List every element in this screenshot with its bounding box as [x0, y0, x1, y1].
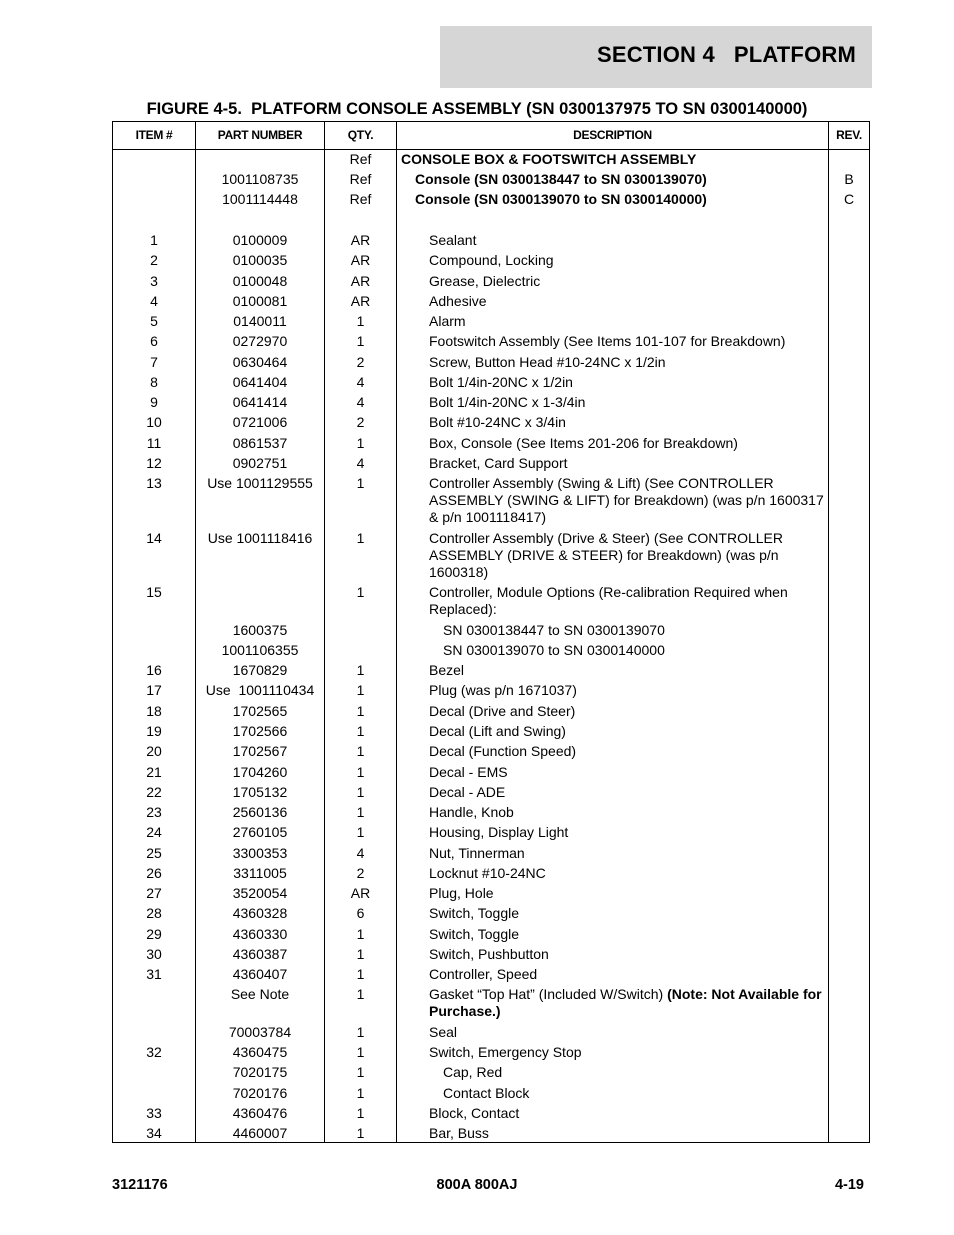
figure-title: FIGURE 4-5. PLATFORM CONSOLE ASSEMBLY (SN 0300137975 TO SN 0300140000): [146, 100, 808, 118]
table-row: [113, 865, 869, 885]
part-number: 0140011: [233, 313, 287, 329]
part-number: 0100081: [232, 293, 288, 309]
header-qty: QTY.: [347, 128, 374, 142]
description: [397, 926, 827, 943]
part-number: 3520054: [232, 885, 288, 901]
part-number: 1670829: [232, 662, 288, 678]
description-text: Controller, Module Options (Re-calibration Required when Replaced):: [429, 584, 788, 617]
description-text: Plug, Hole: [429, 885, 494, 901]
table-row: [113, 764, 869, 784]
item-number: 24: [146, 824, 162, 840]
table-row: [113, 435, 869, 455]
table-row: [113, 804, 869, 824]
description: [397, 986, 827, 1020]
item-number: 11: [146, 435, 162, 451]
table-row: [113, 662, 869, 682]
part-number: 0272970: [232, 333, 288, 349]
header-description: DESCRIPTION: [573, 128, 652, 142]
part-number: 0100048: [232, 273, 288, 289]
table-row: [113, 845, 869, 865]
description-text: Console (SN 0300139070 to SN 0300140000): [415, 191, 707, 207]
part-number: 2560136: [232, 804, 288, 820]
part-number: 4360387: [232, 946, 288, 962]
description: [397, 232, 827, 249]
description-text: Handle, Knob: [429, 804, 514, 820]
item-number: 16: [146, 662, 162, 678]
description-text: CONSOLE BOX & FOOTSWITCH ASSEMBLY: [401, 151, 697, 167]
description: [397, 171, 827, 188]
description-text: Box, Console (See Items 201-206 for Breakdown): [429, 435, 738, 451]
table-row: [113, 584, 869, 622]
description: [397, 723, 827, 740]
description-text: Block, Contact: [429, 1105, 520, 1121]
quantity: 2: [356, 414, 365, 430]
description-text: Bracket, Card Support: [429, 455, 568, 471]
table-row: [113, 824, 869, 844]
part-number: 0861537: [232, 435, 288, 451]
quantity: 1: [356, 824, 365, 840]
item-number: 10: [146, 414, 162, 430]
quantity: 1: [356, 530, 365, 546]
part-number: 1704260: [232, 764, 288, 780]
quantity: Ref: [349, 151, 372, 167]
description: [397, 1105, 827, 1122]
description-text: Adhesive: [429, 293, 487, 309]
section-title: SECTION 4 PLATFORM: [596, 42, 856, 67]
description: [397, 845, 827, 862]
part-number: 4360330: [232, 926, 288, 942]
item-number: 3: [150, 273, 158, 289]
table-row: [113, 252, 869, 272]
part-number: 1600375: [232, 622, 288, 638]
item-number: 29: [146, 926, 162, 942]
parts-table: [112, 121, 870, 1143]
description: [397, 530, 827, 581]
part-number: 3311005: [233, 865, 287, 881]
description: [397, 1024, 827, 1041]
footer-model: 800A 800AJ: [436, 1177, 518, 1193]
description-text: Compound, Locking: [429, 252, 554, 268]
description-note: (Note: Not Available for Purchase.): [429, 986, 822, 1019]
part-number: 70003784: [228, 1024, 292, 1040]
description: [397, 151, 827, 168]
description-text: Decal - EMS: [429, 764, 508, 780]
quantity: 1: [356, 703, 365, 719]
quantity: 4: [356, 394, 365, 410]
description-text: Nut, Tinnerman: [429, 845, 525, 861]
item-number: 6: [150, 333, 158, 349]
description-text: Decal (Function Speed): [429, 743, 577, 759]
item-number: 28: [146, 905, 162, 921]
quantity: 1: [356, 313, 365, 329]
section-header: [440, 26, 872, 88]
table-row: [113, 455, 869, 475]
table-row: [113, 475, 869, 530]
quantity: AR: [350, 293, 371, 309]
part-number: 0721006: [232, 414, 288, 430]
table-row: [113, 333, 869, 353]
quantity: 1: [356, 1064, 365, 1080]
table-row: [113, 232, 869, 252]
description-text: Bolt #10-24NC x 3/4in: [429, 414, 566, 430]
table-row: [113, 926, 869, 946]
quantity: 4: [356, 374, 365, 390]
description: [397, 374, 827, 391]
part-number: 4360328: [232, 905, 288, 921]
description: [397, 885, 827, 902]
description: [397, 784, 827, 801]
description-text: Contact Block: [443, 1085, 530, 1101]
item-number: 33: [146, 1105, 162, 1121]
description: [397, 191, 827, 208]
part-number: 2760105: [232, 824, 288, 840]
description: [397, 455, 827, 472]
part-number: 4360407: [232, 966, 288, 982]
item-number: 13: [146, 475, 162, 491]
part-number: 1702567: [232, 743, 288, 759]
quantity: AR: [350, 232, 371, 248]
description: [397, 333, 827, 350]
table-row: [113, 1064, 869, 1084]
table-row: [113, 1105, 869, 1125]
quantity: 1: [356, 966, 365, 982]
description: [397, 394, 827, 411]
description-text: Locknut #10-24NC: [429, 865, 546, 881]
quantity: 1: [356, 764, 365, 780]
item-number: 9: [150, 394, 158, 410]
footer-page-number: 4-19: [834, 1177, 864, 1193]
table-row: [113, 986, 869, 1024]
part-number: 0641414: [232, 394, 288, 410]
quantity: 1: [356, 946, 365, 962]
description-text: SN 0300139070 to SN 0300140000: [443, 642, 665, 658]
description: [397, 293, 827, 310]
part-number: 1702565: [232, 703, 288, 719]
part-number: 0641404: [232, 374, 288, 390]
description: [397, 313, 827, 330]
description: [397, 682, 827, 699]
description-text: Controller Assembly (Drive & Steer) (See CONTROLLER ASSEMBLY (DRIVE & STEER) for Breakdown) (was p/n 1600318): [429, 530, 783, 580]
table-row: [113, 374, 869, 394]
description: [397, 1044, 827, 1061]
table-row: [113, 642, 869, 662]
description: [397, 1125, 827, 1142]
revision: B: [844, 171, 854, 187]
item-number: 4: [150, 293, 158, 309]
description: [397, 1064, 827, 1081]
quantity: 1: [356, 784, 365, 800]
part-number: 4460007: [232, 1125, 288, 1141]
description: [397, 1085, 827, 1102]
item-number: 12: [146, 455, 162, 471]
table-row: [113, 394, 869, 414]
item-number: 19: [146, 723, 162, 739]
revision: C: [843, 191, 855, 207]
description-text: Console (SN 0300138447 to SN 0300139070): [415, 171, 707, 187]
table-row: [113, 703, 869, 723]
description-text: Decal (Lift and Swing): [429, 723, 566, 739]
table-row: [113, 743, 869, 763]
header-divider: [113, 149, 869, 150]
quantity: 1: [356, 682, 365, 698]
item-number: 30: [146, 946, 162, 962]
header-part-number: PART NUMBER: [217, 128, 303, 142]
description-text: Footswitch Assembly (See Items 101-107 for Breakdown): [429, 333, 786, 349]
description: [397, 966, 827, 983]
description-text: Decal (Drive and Steer): [429, 703, 576, 719]
description: [397, 435, 827, 452]
description-text: Bezel: [429, 662, 465, 678]
quantity: 1: [356, 1044, 365, 1060]
item-number: 21: [146, 764, 162, 780]
description: [397, 273, 827, 290]
description-text: Cap, Red: [443, 1064, 503, 1080]
quantity: Ref: [349, 171, 372, 187]
description-text: Controller, Speed: [429, 966, 538, 982]
quantity: AR: [350, 885, 371, 901]
part-number: 0100009: [232, 232, 288, 248]
part-number: Use 1001129555: [207, 475, 313, 491]
description: [397, 804, 827, 821]
table-row: [113, 905, 869, 925]
quantity: 1: [356, 986, 365, 1002]
item-number: 25: [146, 845, 162, 861]
quantity: 1: [356, 662, 365, 678]
part-number: See Note: [230, 986, 290, 1002]
quantity: 1: [356, 475, 365, 491]
item-number: 17: [146, 682, 162, 698]
part-number: Use 1001118416: [207, 530, 313, 546]
description-text: Seal: [429, 1024, 458, 1040]
table-row: [113, 273, 869, 293]
part-number: 7020175: [232, 1064, 288, 1080]
description-text: Switch, Toggle: [429, 926, 520, 942]
quantity: AR: [350, 273, 371, 289]
description-text: Switch, Toggle: [429, 905, 520, 921]
table-row: [113, 682, 869, 702]
table-row: [113, 1044, 869, 1064]
quantity: 1: [356, 584, 365, 600]
part-number: 1001108735: [221, 171, 299, 187]
part-number: 0100035: [232, 252, 288, 268]
part-number: 3300353: [232, 845, 288, 861]
item-number: 31: [146, 966, 162, 982]
quantity: 2: [356, 354, 365, 370]
table-row: [113, 313, 869, 333]
description: [397, 642, 827, 659]
table-row: [113, 191, 869, 211]
description: [397, 475, 827, 526]
table-row: [113, 1125, 869, 1145]
quantity: 1: [356, 333, 365, 349]
item-number: 23: [146, 804, 162, 820]
description-text: Bar, Buss: [429, 1125, 489, 1141]
quantity: 4: [356, 455, 365, 471]
table-row: [113, 354, 869, 374]
quantity: 1: [356, 1105, 365, 1121]
description: [397, 252, 827, 269]
quantity: 1: [356, 723, 365, 739]
description-text: Bolt 1/4in-20NC x 1-3/4in: [429, 394, 586, 410]
quantity: 4: [356, 845, 365, 861]
item-number: 22: [146, 784, 162, 800]
table-row: [113, 946, 869, 966]
quantity: 2: [356, 865, 365, 881]
description-text: SN 0300138447 to SN 0300139070: [443, 622, 665, 638]
item-number: 8: [150, 374, 158, 390]
table-row: [113, 530, 869, 584]
part-number: 4360475: [232, 1044, 288, 1060]
quantity: 1: [356, 1085, 365, 1101]
quantity: 1: [356, 1125, 365, 1141]
table-row: [113, 966, 869, 986]
item-number: 15: [146, 584, 162, 600]
quantity: 1: [356, 1024, 365, 1040]
quantity: AR: [350, 252, 371, 268]
quantity: 6: [356, 905, 365, 921]
table-row: [113, 622, 869, 642]
description: [397, 354, 827, 371]
item-number: 18: [146, 703, 162, 719]
item-number: 1: [150, 232, 158, 248]
description: [397, 622, 827, 639]
item-number: 32: [146, 1044, 162, 1060]
description: [397, 865, 827, 882]
description-text: Grease, Dielectric: [429, 273, 541, 289]
table-row: [113, 1085, 869, 1105]
item-number: 2: [150, 252, 158, 268]
description-text: Bolt 1/4in-20NC x 1/2in: [429, 374, 573, 390]
part-number: 1001106355: [221, 642, 299, 658]
table-row: [113, 885, 869, 905]
part-number: 1001114448: [222, 191, 298, 207]
quantity: 1: [356, 926, 365, 942]
table-row: [113, 151, 869, 171]
description: [397, 764, 827, 781]
table-row: [113, 784, 869, 804]
quantity: 1: [356, 804, 365, 820]
description-text: Alarm: [429, 313, 466, 329]
description: [397, 905, 827, 922]
description: [397, 414, 827, 431]
item-number: 5: [150, 313, 158, 329]
header-rev: REV.: [836, 128, 862, 142]
item-number: 7: [150, 354, 158, 370]
quantity: 1: [356, 743, 365, 759]
description-text: Plug (was p/n 1671037): [429, 682, 577, 698]
description: [397, 584, 827, 618]
part-number: Use 1001110434: [205, 682, 315, 698]
quantity: 1: [356, 435, 365, 451]
description-text: Decal - ADE: [429, 784, 506, 800]
table-row: [113, 171, 869, 191]
description-text: Gasket “Top Hat” (Included W/Switch): [429, 986, 668, 1002]
description-text: Switch, Emergency Stop: [429, 1044, 582, 1060]
footer-doc-number: 3121176: [112, 1177, 168, 1193]
item-number: 34: [146, 1125, 162, 1141]
description-text: Housing, Display Light: [429, 824, 569, 840]
description: [397, 662, 827, 679]
description-text: Switch, Pushbutton: [429, 946, 549, 962]
item-number: 14: [146, 530, 162, 546]
part-number: 1705132: [232, 784, 288, 800]
part-number: 1702566: [232, 723, 288, 739]
item-number: 20: [146, 743, 162, 759]
description: [397, 824, 827, 841]
part-number: 7020176: [232, 1085, 288, 1101]
quantity: Ref: [349, 191, 372, 207]
item-number: 26: [146, 865, 162, 881]
table-row: [113, 1024, 869, 1044]
description: [397, 703, 827, 720]
description-text: Screw, Button Head #10-24NC x 1/2in: [429, 354, 666, 370]
description: [397, 946, 827, 963]
part-number: 0902751: [232, 455, 288, 471]
table-row: [113, 414, 869, 434]
description: [397, 743, 827, 760]
part-number: 4360476: [232, 1105, 288, 1121]
header-item: ITEM #: [135, 128, 173, 142]
description-text: Controller Assembly (Swing & Lift) (See CONTROLLER ASSEMBLY (SWING & LIFT) for Breakdown) (was p/n 1600317 & p/n 1001118417): [429, 475, 824, 525]
description-text: Sealant: [429, 232, 477, 248]
item-number: 27: [146, 885, 162, 901]
part-number: 0630464: [232, 354, 288, 370]
table-row: [113, 293, 869, 313]
table-row: [113, 723, 869, 743]
